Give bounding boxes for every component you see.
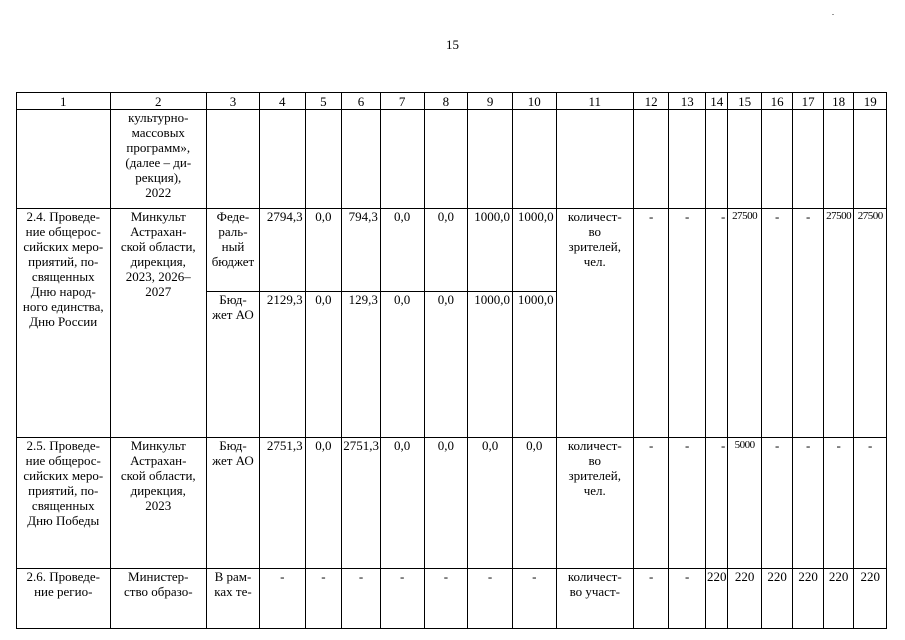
cell-value: 0,0 [305, 292, 342, 438]
cell-activity-name: 2.4. Проведе- ние общерос- сийских меро- приятий, по- священных Дню народ- ного единства, Дню России [17, 209, 111, 438]
cell-indicator: количест- во зрителей, чел. [556, 438, 633, 569]
cell-indicator: количест- во участ- [556, 569, 633, 629]
cell-value: 0,0 [305, 209, 342, 292]
cell-value: - [669, 438, 706, 569]
cell-value: 1000,0 [468, 292, 513, 438]
cell-value: - [633, 438, 669, 569]
cell-value: 0,0 [305, 438, 342, 569]
cell [823, 110, 853, 209]
cell-value: 0,0 [512, 438, 556, 569]
page-number: 15 [446, 37, 459, 52]
cell [706, 110, 728, 209]
cell-value: 1000,0 [468, 209, 513, 292]
cell-activity-name: 2.5. Проведе- ние общерос- сийских меро- приятий, по- священных Дню Победы [17, 438, 111, 569]
cell [380, 110, 424, 209]
col-header: 9 [468, 93, 513, 110]
col-header: 5 [305, 93, 342, 110]
cell-value: - [706, 209, 728, 438]
cell [728, 110, 762, 209]
cell [793, 110, 823, 209]
cell [17, 110, 111, 209]
cell [259, 110, 305, 209]
cell-value: - [706, 438, 728, 569]
cell-value: - [854, 438, 887, 569]
cell-value: 27500 [823, 209, 853, 438]
col-header: 8 [424, 93, 468, 110]
cell-executor: Минкульт Астрахан- ской области, дирекция, 2023 [110, 438, 207, 569]
cell-value: 220 [728, 569, 762, 629]
cell-funding-source: Бюд- жет АО [207, 438, 260, 569]
col-header: 7 [380, 93, 424, 110]
cell-value: 5000 [728, 438, 762, 569]
cell-value: - [468, 569, 513, 629]
cell-value: 0,0 [380, 292, 424, 438]
col-header: 12 [633, 93, 669, 110]
cell-activity-name: 2.6. Проведе- ние регио- [17, 569, 111, 629]
cell-value: 1000,0 [512, 209, 556, 292]
col-header: 13 [669, 93, 706, 110]
cell-funding-source: В рам- ках те- [207, 569, 260, 629]
cell-value: - [823, 438, 853, 569]
cell-value: 794,3 [342, 209, 381, 292]
cell-value: 0,0 [380, 209, 424, 292]
cell-value: 2751,3 [342, 438, 381, 569]
cell [342, 110, 381, 209]
cell-executor: Минкульт Астрахан- ской области, дирекция, 2023, 2026– 2027 [110, 209, 207, 438]
scan-speck [832, 14, 834, 15]
cell-value: - [512, 569, 556, 629]
cell-executor: Министер- ство образо- [110, 569, 207, 629]
cell-value: 1000,0 [512, 292, 556, 438]
col-header: 10 [512, 93, 556, 110]
cell-value: - [633, 569, 669, 629]
col-header: 4 [259, 93, 305, 110]
cell [633, 110, 669, 209]
cell-value: 0,0 [468, 438, 513, 569]
cell-value: - [424, 569, 468, 629]
table-container [16, 92, 889, 640]
cell-value: 220 [706, 569, 728, 629]
cell-value: 129,3 [342, 292, 381, 438]
cell-value: - [259, 569, 305, 629]
col-header: 15 [728, 93, 762, 110]
col-header: 6 [342, 93, 381, 110]
col-header: 11 [556, 93, 633, 110]
cell-value: - [669, 569, 706, 629]
col-header: 18 [823, 93, 853, 110]
cell-value: 2129,3 [259, 292, 305, 438]
cell-value: 27500 [728, 209, 762, 438]
col-header: 3 [207, 93, 260, 110]
cell [468, 110, 513, 209]
cell-value: 220 [854, 569, 887, 629]
cell [512, 110, 556, 209]
header-row [17, 93, 887, 110]
col-header: 14 [706, 93, 728, 110]
cell-executor-continued: культурно- массовых программ», (далее – ди- рекция), 2022 [110, 110, 207, 209]
table-row-continuation [17, 110, 887, 209]
cell [761, 110, 793, 209]
cell-value: - [669, 209, 706, 438]
cell-value: - [761, 209, 793, 438]
cell-value: - [793, 209, 823, 438]
col-header: 2 [110, 93, 207, 110]
cell-funding-source: Феде- раль- ный бюджет [207, 209, 260, 292]
cell-value: 220 [823, 569, 853, 629]
col-header: 16 [761, 93, 793, 110]
cell-value: 2794,3 [259, 209, 305, 292]
cell-value: - [342, 569, 381, 629]
cell-value: 27500 [854, 209, 887, 438]
table-row-2-6 [17, 569, 887, 629]
cell [424, 110, 468, 209]
table-row-2-4-federal [17, 209, 887, 292]
cell-value: 0,0 [424, 292, 468, 438]
cell-value: 220 [793, 569, 823, 629]
cell [305, 110, 342, 209]
col-header: 19 [854, 93, 887, 110]
cell-funding-source: Бюд- жет АО [207, 292, 260, 438]
cell-value: - [380, 569, 424, 629]
table-row-2-5 [17, 438, 887, 569]
cell-value: 0,0 [424, 438, 468, 569]
cell [854, 110, 887, 209]
cell-value: 220 [761, 569, 793, 629]
col-header: 17 [793, 93, 823, 110]
cell-value: - [305, 569, 342, 629]
cell-value: - [793, 438, 823, 569]
program-table [16, 92, 887, 629]
cell [556, 110, 633, 209]
cell-value: 0,0 [380, 438, 424, 569]
col-header: 1 [17, 93, 111, 110]
cell [669, 110, 706, 209]
cell-value: - [761, 438, 793, 569]
cell-value: 2751,3 [259, 438, 305, 569]
cell-value: 0,0 [424, 209, 468, 292]
cell-indicator: количест- во зрителей, чел. [556, 209, 633, 438]
cell-value: - [633, 209, 669, 438]
cell [207, 110, 260, 209]
